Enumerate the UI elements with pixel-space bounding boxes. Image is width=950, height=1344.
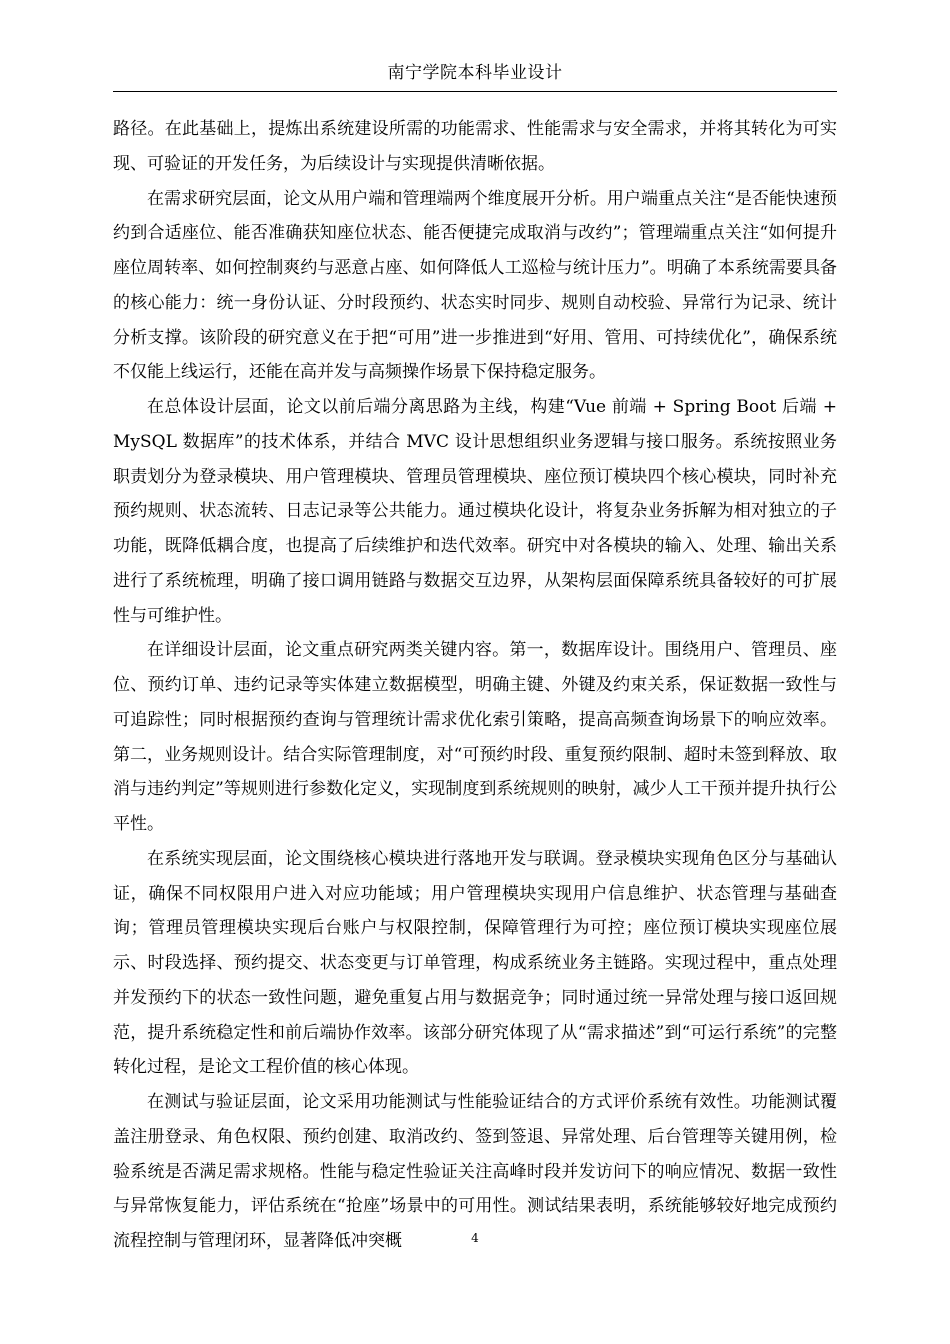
paragraph-testing: 在测试与验证层面，论文采用功能测试与性能验证结合的方式评价系统有效性。功能测试覆盖注册登录、角色权限、预约创建、取消改约、签到签退、异常处理、后台管理等关键用例，检验系统是否满足需求规格。性能与稳定性验证关注高峰时段并发访问下的响应情况、数据一致性与异常恢复能力，评估系统在“抢座”场景中的可用性。测试结果表明，系统能够较好地完成预约流程控制与管理闭环，显著降低冲突概 (113, 1092, 837, 1251)
header-rule (113, 91, 837, 92)
paragraph-requirements: 在需求研究层面，论文从用户端和管理端两个维度展开分析。用户端重点关注“是否能快速预约到合适座位、能否准确获知座位状态、能否便捷完成取消与改约”；管理端重点关注“如何提升座位周转率、如何控制爽约与恶意占座、如何降低人工巡检与统计压力”。明确了本系统需要具备的核心能力：统一身份认证、分时段预约、状态实时同步、规则自动校验、异常行为记录、统计分析支撑。该阶段的研究意义在于把“可用”进一步推进到“好用、管用、可持续优化”，确保系统不仅能上线运行，还能在高并发与高频操作场景下保持稳定服务。 (113, 188, 837, 383)
running-header: 南宁学院本科毕业设计 (387, 63, 563, 83)
paragraph-detailed-design: 在详细设计层面，论文重点研究两类关键内容。第一，数据库设计。围绕用户、管理员、座位、预约订单、违约记录等实体建立数据模型，明确主键、外键及约束关系，保证数据一致性与可追踪性；同时根据预约查询与管理统计需求优化索引策略，提高高频查询场景下的响应效率。第二，业务规则设计。结合实际管理制度，对“可预约时段、重复预约限制、超时未签到释放、取消与违约判定”等规则进行参数化定义，实现制度到系统规则的映射，减少人工干预并提升执行公平性。 (113, 640, 837, 834)
page-number: 4 (471, 1231, 479, 1245)
body-text (113, 112, 837, 1259)
paragraph-overall-design: 在总体设计层面，论文以前后端分离思路为主线，构建“Vue 前端 + Spring Boot 后端 + MySQL 数据库”的技术体系，并结合 MVC 设计思想组织业务逻辑与接口服务。系统按照业务职责划分为登录模块、用户管理模块、管理员管理模块、座位预订模块四个核心模块，同时补充预约规则、状态流转、日志记录等公共能力。通过模块化设计，将复杂业务拆解为相对独立的子功能，既降低耦合度，也提高了后续维护和迭代效率。研究中对各模块的输入、处理、输出关系进行了系统梳理，明确了接口调用链路与数据交互边界，从架构层面保障系统具备较好的可扩展性与可维护性。 (113, 397, 837, 626)
paragraph-continued: 路径。在此基础上，提炼出系统建设所需的功能需求、性能需求与安全需求，并将其转化为可实现、可验证的开发任务，为后续设计与实现提供清晰依据。 (113, 119, 837, 174)
paragraph-implementation: 在系统实现层面，论文围绕核心模块进行落地开发与联调。登录模块实现角色区分与基础认证，确保不同权限用户进入对应功能域；用户管理模块实现用户信息维护、状态管理与基础查询；管理员管理模块实现后台账户与权限控制，保障管理行为可控；座位预订模块实现座位展示、时段选择、预约提交、状态变更与订单管理，构成系统业务主链路。实现过程中，重点处理并发预约下的状态一致性问题，避免重复占用与数据竞争；同时通过统一异常处理与接口返回规范，提升系统稳定性和前后端协作效率。该部分研究体现了从“需求描述”到“可运行系统”的完整转化过程，是论文工程价值的核心体现。 (113, 848, 837, 1078)
